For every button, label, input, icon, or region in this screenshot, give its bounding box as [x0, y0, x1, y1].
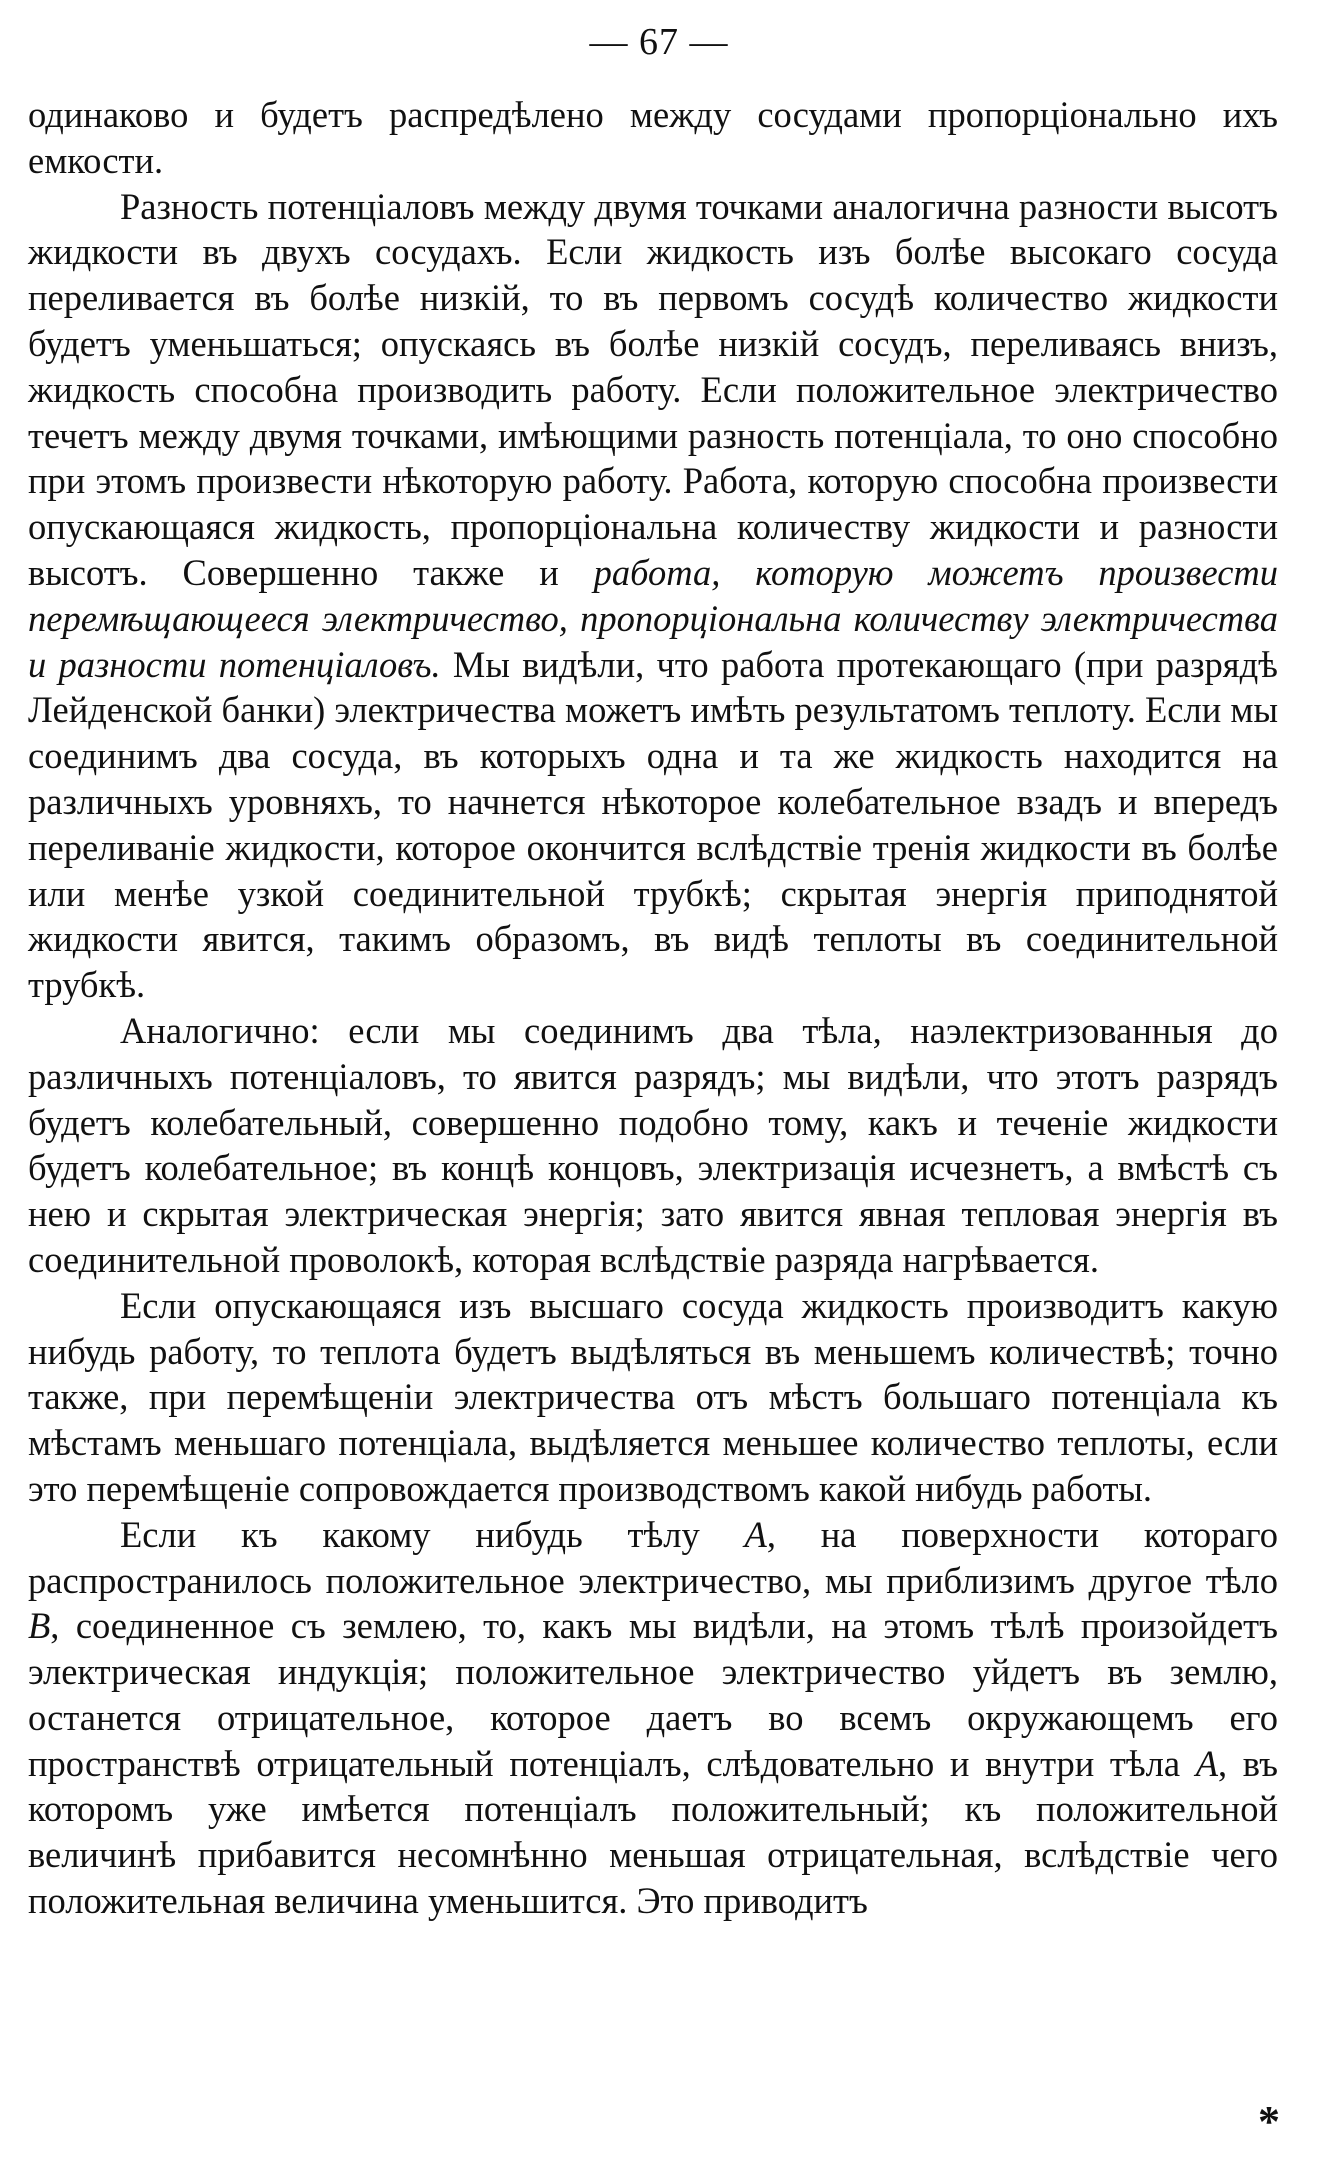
paragraph-5: [28, 1512, 1278, 1924]
paragraph-5-text-3: , соединенное съ землею, то, какъ мы видѣли, на этомъ тѣлѣ произойдетъ электрическая индукція; положительное электричество уйдетъ въ землю, останется отрицательное, которое даетъ во всемъ окружающемъ его пространствѣ отрицательный потенціалъ, слѣдовательно и внутри тѣла: [28, 1605, 1278, 1784]
paragraph-2: [28, 184, 1278, 1008]
signature-mark: *: [1258, 2097, 1280, 2146]
paragraph-3: Аналогично: если мы соединимъ два тѣла, наэлектризованныя до различныхъ потенціаловъ, то явится разрядъ; мы видѣли, что этотъ разрядъ будетъ колебательный, совершенно подобно тому, какъ и теченіе жидкости будетъ колебательное; въ концѣ концовъ, электризація исчезнетъ, а вмѣстѣ съ нею и скрытая электрическая энергія; зато явится явная тепловая энергія въ соединительной проволокѣ, которая вслѣдствіе разряда нагрѣвается.: [28, 1009, 1278, 1280]
paragraph-5-text-1: Если къ какому нибудь тѣлу: [120, 1513, 745, 1555]
paragraph-4: Если опускающаяся изъ высшаго сосуда жидкость производитъ какую нибудь работу, то теплота будетъ выдѣляться въ меньшемъ количествѣ; точно также, при перемѣщеніи электричества отъ мѣстъ большаго потенціала къ мѣстамъ меньшаго потенціала, выдѣляется меньшее количество теплоты, если это перемѣщеніе сопровождается производствомъ какой нибудь работы.: [28, 1284, 1278, 1509]
body-a-variable-second: A: [1195, 1742, 1219, 1784]
body-a-variable: A: [744, 1513, 767, 1555]
text-body: [28, 92, 1278, 1924]
paragraph-2-emphasis: работа, которую можетъ произвести перемѣщающееся электричество, пропорціональна количеству электричества и разности потенціаловъ.: [28, 551, 1279, 685]
paragraph-1: одинаково и будетъ распредѣлено между сосудами пропорціонально ихъ емкости.: [28, 94, 1278, 181]
paragraph-2-text-after: Мы видѣли, что работа протекающаго (при разрядѣ Лейденской банки) электричества можетъ имѣть результатомъ теплоту. Если мы соединимъ два сосуда, въ которыхъ одна и та же жидкость находится на различныхъ уровняхъ, то начнется нѣкоторое колебательное взадъ и впередъ переливаніе жидкости, которое окончится вслѣдствіе тренія жидкости въ болѣе или менѣе узкой соединительной трубкѣ; скрытая энергія приподнятой жидкости явится, такимъ образомъ, въ видѣ теплоты въ соединительной трубкѣ.: [28, 643, 1278, 1006]
paragraph-2-text-before: Разность потенціаловъ между двумя точками аналогична разности высотъ жидкости въ двухъ сосудахъ. Если жидкость изъ болѣе высокаго сосуда переливается въ болѣе низкій, то въ первомъ сосудѣ количество жидкости будетъ уменьшаться; опускаясь въ болѣе низкій сосудъ, переливаясь внизъ, жидкость способна производить работу. Если положительное электричество течетъ между двумя точками, имѣющими разность потенціала, то оно способно при этомъ произвести нѣкоторую работу. Работа, которую способна произвести опускающаяся жидкость, пропорціональна количеству жидкости и разности высотъ. Совершенно также и: [28, 185, 1278, 593]
body-b-variable: B: [28, 1605, 51, 1647]
paragraph-5-text-4: , въ которомъ уже имѣется потенціалъ положительный; къ положительной величинѣ прибавится несомнѣнно меньшая отрицательная, вслѣдствіе чего положительная величина уменьшится. Это приводитъ: [28, 1742, 1278, 1922]
paragraph-5-text-2: , на поверхности котораго распространилось положительное электричество, мы приблизимъ другое тѣло: [28, 1513, 1278, 1601]
page-number: — 67 —: [589, 21, 729, 63]
